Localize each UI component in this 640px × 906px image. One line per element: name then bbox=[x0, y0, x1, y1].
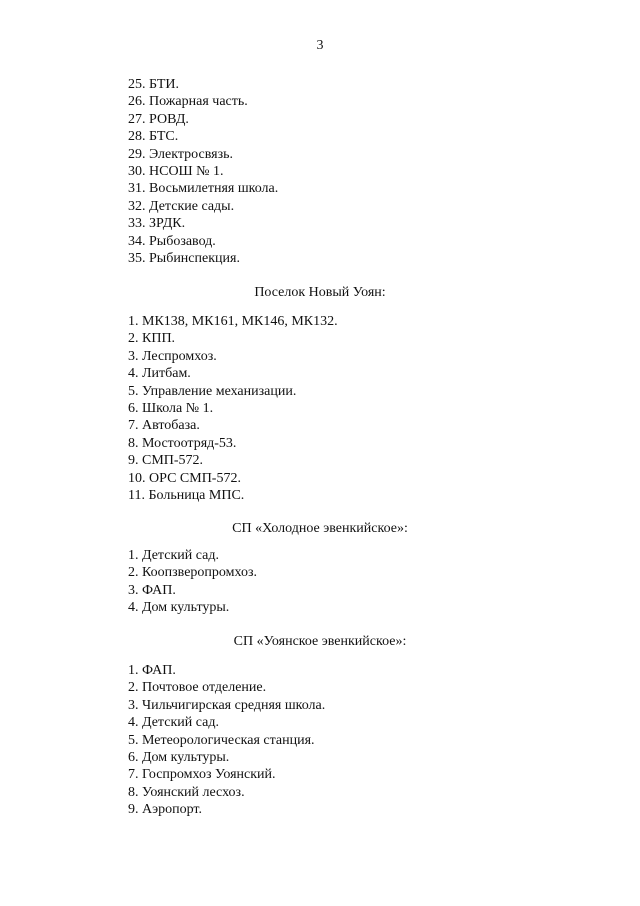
section-heading-uoyanskoe: СП «Уоянское эвенкийское»: bbox=[233, 634, 407, 649]
list-item: 2. Почтовое отделение. bbox=[128, 680, 267, 696]
list-item: 6. Дом культуры. bbox=[128, 750, 230, 766]
list-item: 2. КПП. bbox=[128, 331, 176, 347]
list-item: 32. Детские сады. bbox=[128, 198, 235, 214]
list-item: 4. Дом культуры. bbox=[128, 600, 230, 616]
list-item: 8. Уоянский лесхоз. bbox=[128, 784, 245, 800]
list-item: 4. Литбам. bbox=[128, 366, 191, 382]
section-uoyanskoe bbox=[128, 662, 548, 819]
list-item: 1. МК138, МК161, МК146, МК132. bbox=[128, 314, 338, 329]
list-3 bbox=[128, 547, 548, 617]
list-item: 8. Мостоотряд-53. bbox=[128, 435, 237, 451]
list-item: 4. Детский сад. bbox=[128, 715, 219, 731]
list-item: 3. Леспромхоз. bbox=[128, 348, 217, 364]
section-heading-kholodnoe: СП «Холодное эвенкийское»: bbox=[232, 521, 408, 536]
list-item: 7. Автобаза. bbox=[128, 418, 200, 434]
section-heading-novy-uoyan: Поселок Новый Уоян: bbox=[254, 285, 386, 300]
list-item: 7. Госпромхоз Уоянский. bbox=[128, 767, 276, 783]
list-item: 27. РОВД. bbox=[128, 111, 189, 127]
section-novy-uoyan bbox=[128, 313, 548, 504]
list-item: 11. Больница МПС. bbox=[128, 488, 245, 504]
list-item: 25. БТИ. bbox=[128, 77, 180, 92]
list-item: 9. Аэропорт. bbox=[128, 802, 202, 818]
list-item: 5. Метеорологическая станция. bbox=[128, 732, 315, 748]
list-item: 10. ОРС СМП-572. bbox=[128, 470, 241, 486]
list-item: 2. Коопзверопромхоз. bbox=[128, 565, 257, 581]
list-item: 33. ЗРДК. bbox=[128, 216, 186, 232]
list-item: 9. СМП-572. bbox=[128, 453, 204, 469]
list-1 bbox=[128, 76, 548, 267]
list-item: 26. Пожарная часть. bbox=[128, 94, 248, 110]
list-item: 35. Рыбинспекция. bbox=[128, 251, 240, 267]
list-item: 3. Чильчигирская средняя школа. bbox=[128, 697, 326, 713]
page-number: 3 bbox=[316, 38, 324, 53]
list-item: 1. ФАП. bbox=[128, 663, 176, 678]
section-kholodnoe bbox=[128, 547, 548, 617]
list-continuation bbox=[128, 76, 548, 267]
list-2 bbox=[128, 313, 548, 504]
list-item: 31. Восьмилетняя школа. bbox=[128, 181, 279, 197]
list-item: 34. Рыбозавод. bbox=[128, 233, 216, 249]
list-4 bbox=[128, 662, 548, 819]
list-item: 29. Электросвязь. bbox=[128, 146, 234, 162]
list-item: 3. ФАП. bbox=[128, 582, 176, 598]
list-item: 1. Детский сад. bbox=[128, 548, 219, 563]
list-item: 6. Школа № 1. bbox=[128, 401, 214, 417]
list-item: 30. НСОШ № 1. bbox=[128, 164, 224, 180]
list-item: 28. БТС. bbox=[128, 129, 179, 145]
list-item: 5. Управление механизации. bbox=[128, 383, 297, 399]
